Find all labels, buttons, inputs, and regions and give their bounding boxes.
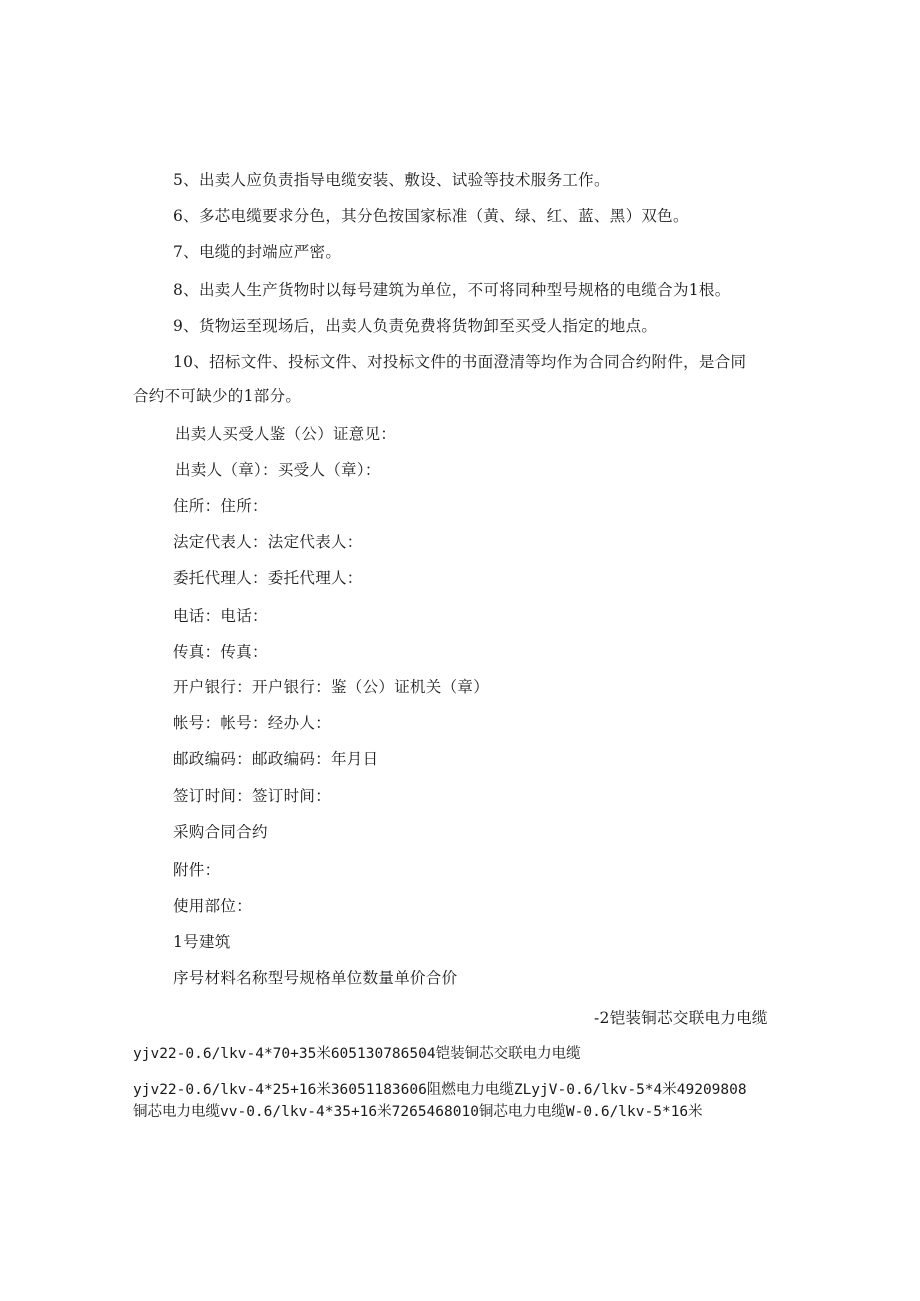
clause-9: 9、货物运至现场后，出卖人负责免费将货物卸至买受人指定的地点。 bbox=[173, 317, 658, 335]
cable-line-4: 铜芯电力电缆vv-0.6/lkv-4*35+16米7265468010铜芯电力电缆W-0.6/lkv-5*16米 bbox=[133, 1104, 703, 1120]
usage-location: 使用部位： bbox=[173, 897, 253, 915]
cable-line-1: -2铠装铜芯交联电力电缆 bbox=[594, 1009, 768, 1027]
account-field: 帐号：帐号：经办人： bbox=[173, 714, 332, 732]
fax-field: 传真：传真： bbox=[173, 643, 268, 661]
agent-field: 委托代理人：委托代理人： bbox=[173, 569, 363, 587]
postcode-field: 邮政编码：邮政编码：年月日 bbox=[173, 750, 379, 768]
clause-6: 6、多芯电缆要求分色，其分色按国家标准（黄、绿、红、蓝、黑）双色。 bbox=[173, 207, 689, 225]
building-number: 1号建筑 bbox=[173, 933, 231, 951]
party-seals: 出卖人（章）：买受人（章）： bbox=[175, 461, 381, 479]
clause-5: 5、出卖人应负责指导电缆安装、敷设、试验等技术服务工作。 bbox=[173, 171, 610, 189]
legal-representative-field: 法定代表人：法定代表人： bbox=[173, 533, 363, 551]
address-field: 住所：住所： bbox=[173, 497, 268, 515]
attachment-label: 附件： bbox=[173, 861, 221, 879]
sign-time-field: 签订时间：签订时间： bbox=[173, 787, 332, 805]
clause-10-line1: 10、招标文件、投标文件、对投标文件的书面澄清等均作为合同合约附件，是合同 bbox=[173, 353, 747, 371]
table-header: 序号材料名称型号规格单位数量单价合价 bbox=[173, 969, 458, 987]
cable-line-3: yjv22-0.6/lkv-4*25+16米36051183606阻燃电力电缆ZLyjV-0.6/lkv-5*4米49209808 bbox=[133, 1082, 747, 1098]
clause-7: 7、电缆的封端应严密。 bbox=[173, 243, 342, 261]
bank-field: 开户银行：开户银行：鉴（公）证机关（章） bbox=[173, 678, 490, 696]
attachment-title: 采购合同合约 bbox=[173, 823, 268, 841]
cable-line-2: yjv22-0.6/lkv-4*70+35米605130786504铠装铜芯交联电力电缆 bbox=[133, 1046, 581, 1062]
notarization-opinion: 出卖人买受人鉴（公）证意见： bbox=[175, 425, 397, 443]
clause-8: 8、出卖人生产货物时以每号建筑为单位，不可将同种型号规格的电缆合为1根。 bbox=[173, 281, 731, 299]
clause-10-line2: 合约不可缺少的1部分。 bbox=[133, 387, 302, 405]
phone-field: 电话：电话： bbox=[173, 607, 268, 625]
